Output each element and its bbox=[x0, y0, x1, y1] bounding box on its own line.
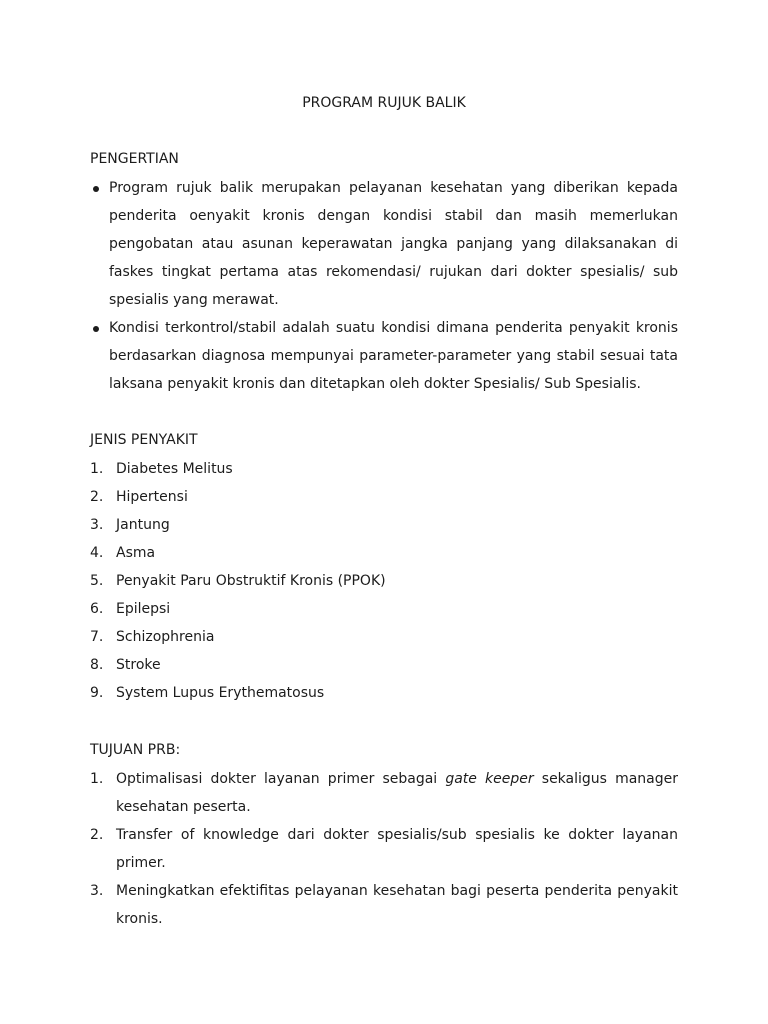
jenis-penyakit-list bbox=[90, 455, 678, 707]
list-item bbox=[90, 174, 678, 314]
list-item-text: Diabetes Melitus bbox=[116, 461, 233, 477]
list-item-text: Hipertensi bbox=[116, 489, 188, 505]
list-item bbox=[90, 483, 678, 511]
list-number: 6. bbox=[90, 601, 104, 617]
section-heading-tujuan: TUJUAN PRB: bbox=[90, 742, 181, 758]
list-item-text: Program rujuk balik merupakan pelayanan kesehatan yang diberikan kepada penderita oenyakit kronis dengan kondisi stabil dan masih memerlukan pengobatan atau asunan keperawatan jangka panjang yang dilaksanakan di faskes tingkat pertama atas rekomendasi/ rujukan dari dokter spesialis/ sub spesialis yang merawat. bbox=[109, 180, 678, 308]
list-number: 3. bbox=[90, 883, 104, 899]
list-item bbox=[90, 595, 678, 623]
section-heading-pengertian: PENGERTIAN bbox=[90, 151, 179, 167]
list-item-text: Penyakit Paru Obstruktif Kronis (PPOK) bbox=[116, 573, 386, 589]
list-item bbox=[90, 765, 678, 821]
list-number: 4. bbox=[90, 545, 104, 561]
list-item-text: System Lupus Erythematosus bbox=[116, 685, 325, 701]
list-item-text: Transfer of knowledge dari dokter spesialis/sub spesialis ke dokter layanan primer. bbox=[116, 827, 678, 871]
list-item bbox=[90, 821, 678, 877]
bullet-icon bbox=[93, 326, 99, 332]
list-number: 1. bbox=[90, 771, 104, 787]
tujuan-list bbox=[90, 765, 678, 933]
list-number: 2. bbox=[90, 827, 104, 843]
list-number: 7. bbox=[90, 629, 104, 645]
pengertian-list bbox=[90, 174, 678, 398]
list-item bbox=[90, 567, 678, 595]
list-number: 5. bbox=[90, 573, 104, 589]
list-item-text-before: Optimalisasi dokter layanan primer sebagai bbox=[116, 771, 446, 787]
list-item-text: Asma bbox=[116, 545, 156, 561]
list-item-text: Jantung bbox=[116, 517, 170, 533]
list-item bbox=[90, 511, 678, 539]
list-number: 3. bbox=[90, 517, 104, 533]
list-item-text-italic: gate keeper bbox=[445, 771, 534, 787]
list-item-text-after: sekaligus manager kesehatan peserta. bbox=[116, 771, 679, 815]
document-title: PROGRAM RUJUK BALIK bbox=[302, 95, 466, 111]
list-number: 8. bbox=[90, 657, 104, 673]
list-item-text: Meningkatkan efektifitas pelayanan kesehatan bagi peserta penderita penyakit kronis. bbox=[116, 883, 678, 927]
list-number: 1. bbox=[90, 461, 104, 477]
list-item-text: Epilepsi bbox=[116, 601, 171, 617]
list-item bbox=[90, 623, 678, 651]
list-item bbox=[90, 877, 678, 933]
section-heading-jenis-penyakit: JENIS PENYAKIT bbox=[90, 432, 198, 448]
list-number: 9. bbox=[90, 685, 104, 701]
list-item bbox=[90, 651, 678, 679]
list-item bbox=[90, 679, 678, 707]
list-item-text: Kondisi terkontrol/stabil adalah suatu kondisi dimana penderita penyakit kronis berdasarkan diagnosa mempunyai parameter-parameter yang stabil sesuai tata laksana penyakit kronis dan ditetapkan oleh dokter Spesialis/ Sub Spesialis. bbox=[109, 320, 678, 392]
list-item bbox=[90, 539, 678, 567]
list-item-text: Stroke bbox=[116, 657, 161, 673]
list-item-text: Schizophrenia bbox=[116, 629, 215, 645]
list-number: 2. bbox=[90, 489, 104, 505]
list-item bbox=[90, 314, 678, 398]
bullet-icon bbox=[93, 186, 99, 192]
list-item bbox=[90, 455, 678, 483]
